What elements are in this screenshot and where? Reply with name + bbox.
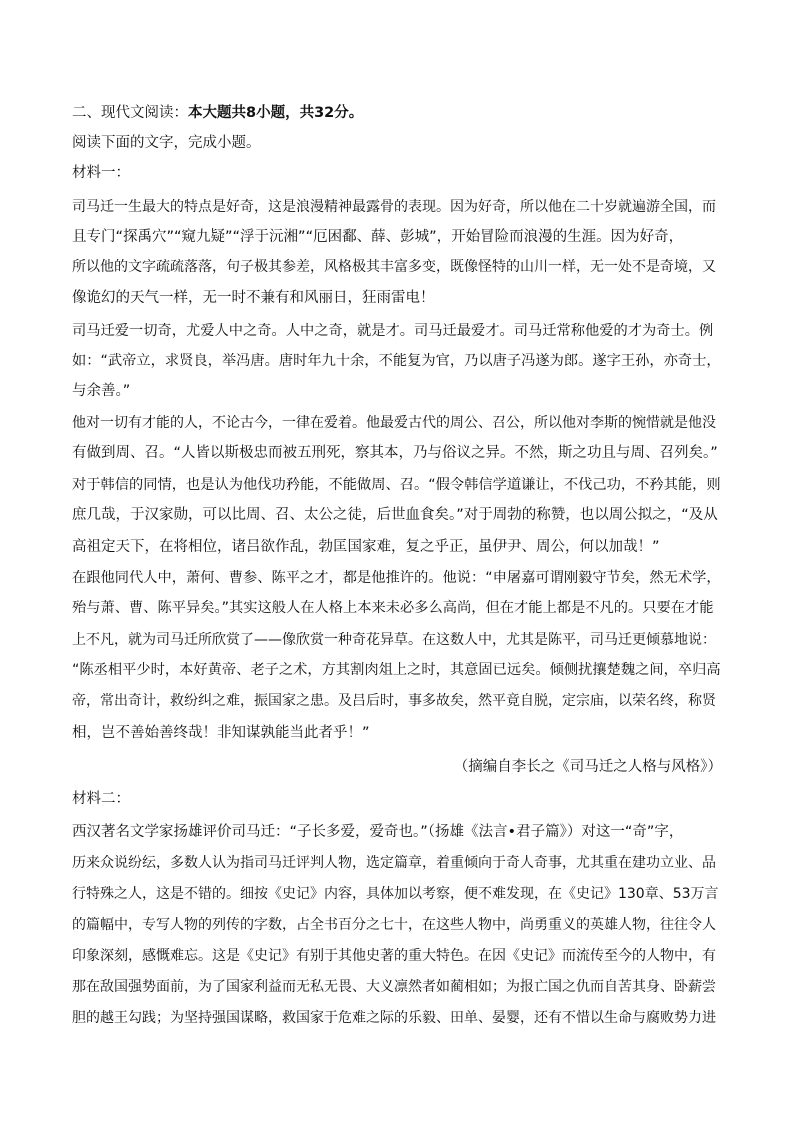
section-heading-prefix: 二、现代文阅读： (72, 105, 188, 121)
paragraph-line: 像诡幻的天气一样，无一时不兼有和风丽日，狂雨雷电！ (72, 290, 435, 306)
paragraph-line: 司马迁爱一切奇，尤爱人中之奇。人中之奇，就是才。司马迁最爱才。司马迁常称他爱的才为奇士。例 (72, 323, 714, 339)
material-one-label: 材料一： (72, 165, 130, 181)
paragraph-line: 如：“武帝立，求贤良，举冯唐。唐时年九十余，不能复为官，乃以唐子冯遂为郎。遂字王孙，亦奇士， (72, 353, 721, 369)
paragraph-line: 上不凡，就为司马迁所欣赏了——像欣赏一种奇花异草。在这数人中，尤其是陈平，司马迁更倾慕地说： (72, 632, 716, 648)
instruction-text: 阅读下面的文字，完成小题。 (72, 135, 261, 151)
paragraph-line: 有做到周、召。“人皆以斯极忠而被五刑死，察其本，乃与俗议之异。不然，斯之功且与周、召列矣。” (72, 445, 718, 461)
paragraph-line: 庶几哉，于汉家勋，可以比周、召、太公之徒，后世血食矣。”对于周勃的称赞，也以周公拟之，“及从 (72, 507, 718, 523)
paragraph-line: “陈丞相平少时，本好黄帝、老子之术，方其割肉俎上之时，其意固已远矣。倾侧扰攘楚魏之间，卒归高 (72, 662, 721, 678)
paragraph-line: 相，岂不善始善终哉！非知谋孰能当此者乎！” (72, 725, 370, 741)
paragraph-line: 的篇幅中，专写人物的列传的字数，占全书百分之七十，在这些人物中，尚勇重义的英雄人物，往往令人 (72, 917, 716, 933)
paragraph-line: 与余善。” (72, 383, 131, 399)
paragraph-line: 所以他的文字疏疏落落，句子极其参差，风格极其丰富多变，既像怪特的山川一样，无一处不是奇境，又 (72, 259, 716, 275)
paragraph-line: 胆的越王勾践；为坚持强国谋略，救国家于危难之际的乐毅、田单、晏婴，还有不惜以生命与腐败势力进 (72, 1010, 716, 1026)
paragraph-line: 殆与萧、曹、陈平异矣。”其实这般人在人格上本来未必多么高尚，但在才能上都是不凡的。只要在才能 (72, 600, 714, 616)
paragraph-line: 那在敌国强势面前，为了国家利益而无私无畏、大义凛然者如蔺相如；为报亡国之仇而自苦其身、卧薪尝 (72, 979, 716, 995)
paragraph-line: 他对一切有才能的人，不论古今，一律在爱着。他最爱古代的周公、召公，所以他对李斯的惋惜就是他没 (72, 415, 716, 431)
paragraph-line: 高祖定天下，在将相位，诸吕欲作乱，勃匡国家难，复之乎正，虽伊尹、周公，何以加哉！” (72, 539, 660, 555)
paragraph-line: 历来众说纷纭，多数人认为指司马迁评判人物，选定篇章，着重倾向于奇人奇事，尤其重在建功立业、品 (72, 855, 716, 871)
section-heading (72, 103, 722, 123)
paragraph-line: 行特殊之人，这是不错的。细按《史记》内容，具体加以考察，便不难发现，在《史记》130章、53万言 (72, 886, 719, 902)
source-citation: （摘编自李长之《司马迁之人格与风格》） (453, 759, 722, 775)
paragraph-line: 帝，常出奇计，救纷纠之难，振国家之患。及吕后时，事多故矣，然平竟自脱，定宗庙，以荣名终，称贤 (72, 693, 716, 709)
paragraph-line: 司马迁一生最大的特点是好奇，这是浪漫精神最露骨的表现。因为好奇，所以他在二十岁就遍游全国，而 (72, 199, 716, 215)
paragraph-line: 印象深刻，感慨难忘。这是《史记》有别于其他史著的重大特色。在因《史记》而流传至今的人物中，有 (72, 948, 716, 964)
paragraph-line: 在跟他同代人中，萧何、曹参、陈平之才，都是他推许的。他说：“申屠嘉可谓刚毅守节矣，然无术学， (72, 570, 721, 586)
paragraph-line: 西汉著名文学家扬雄评价司马迁：“子长多爱，爱奇也。”（扬雄《法言•君子篇》）对这一“奇”字， (72, 824, 684, 840)
section-heading-bold: 本大题共8小题，共32分。 (188, 105, 364, 121)
paragraph-line: 对于韩信的同情，也是认为他伐功矜能，不能做周、召。“假令韩信学道谦让，不伐己功，不矜其能，则 (72, 477, 721, 493)
paragraph-line: 且专门“探禹穴”“窥九疑”“浮于沅湘”“厄困鄱、薛、彭城”，开始冒险而浪漫的生涯。因为好奇， (72, 229, 684, 245)
material-two-label: 材料二： (72, 791, 130, 807)
